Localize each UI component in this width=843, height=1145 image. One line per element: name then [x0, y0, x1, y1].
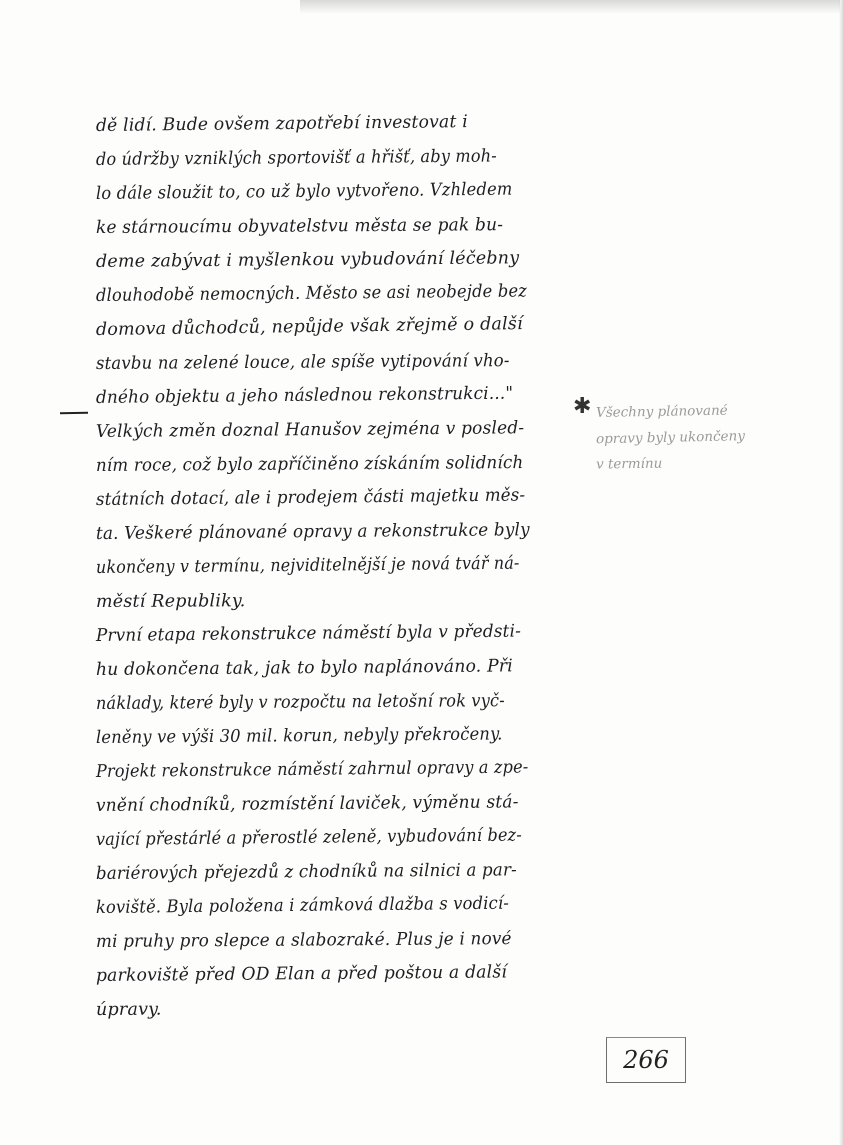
handwritten-line: hu dokončena tak, jak to bylo naplánováno. Při [95, 656, 513, 680]
handwritten-line: Projekt rekonstrukce náměstí zahrnul opravy a zpe- [95, 757, 529, 782]
scan-shadow-right [839, 0, 843, 1145]
handwritten-line: lo dále sloužit to, co už bylo vytvořeno. Vzhledem [95, 179, 513, 204]
handwritten-line: náklady, které byly v rozpočtu na letošní rok vyč- [95, 691, 505, 714]
handwritten-line: První etapa rekonstrukce náměstí byla v předsti- [95, 621, 522, 646]
margin-pencil-note [596, 398, 816, 476]
handwritten-line: Velkých změn doznal Hanušov zejména v posled- [95, 418, 525, 442]
handwritten-line: vající přestárlé a přerostlé zeleně, vybudování bez- [95, 825, 523, 850]
handwritten-line: dě lidí. Bude ovšem zapotřebí investovat i [95, 112, 468, 136]
page-number: 266 [623, 1046, 669, 1074]
margin-note-line: opravy byly ukončeny [595, 428, 746, 448]
asterisk-mark-icon: ✱ [573, 394, 592, 419]
handwritten-line: bariérových přejezdů z chodníků na silnici a par- [95, 860, 517, 884]
handwritten-line: mi pruhy pro slepce a slabozraké. Plus je i nové [95, 929, 512, 952]
handwritten-line: ke stárnoucímu obyvatelstvu města se pak bu- [95, 215, 504, 238]
handwritten-line: úpravy. [95, 999, 162, 1020]
margin-dash-mark [60, 412, 88, 414]
margin-note-line: Všechny plánované [595, 402, 728, 421]
handwritten-line: parkoviště před OD Elan a před poštou a další [95, 962, 508, 986]
handwritten-line: stavbu na zelené louce, ale spíše vytipování vho- [95, 351, 510, 374]
handwritten-line: městí Republiky. [95, 591, 246, 612]
handwritten-line: státních dotací, ale i prodejem části majetku měs- [95, 485, 526, 510]
handwritten-line: ukončeny v termínu, nejviditelnější je nová tvář ná- [95, 553, 520, 578]
handwritten-line: do údržby vzniklých sportovišť a hřišť, aby moh- [95, 146, 497, 170]
handwritten-line: domova důchodců, nepůjde však zřejmě o další [95, 314, 523, 340]
page-number-box [606, 1037, 686, 1083]
handwritten-line: ním roce, což bylo zapříčiněno získáním solidních [95, 453, 524, 476]
margin-note-line: v termínu [595, 455, 663, 473]
scan-shadow-top [300, 0, 840, 14]
handwritten-line: vnění chodníků, rozmístění laviček, výměnu stá- [95, 792, 519, 816]
handwritten-line: leněny ve výši 30 mil. korun, nebyly překročeny. [95, 724, 503, 748]
handwritten-line: dného objektu a jeho následnou rekonstrukci..." [95, 383, 514, 408]
handwritten-line: dlouhodobě nemocných. Město se asi neobejde bez [95, 281, 528, 306]
handwritten-line: koviště. Byla položena i zámková dlažba s vodicí- [95, 893, 510, 918]
handwritten-line: deme zabývat i myšlenkou vybudování léčebny [95, 248, 520, 272]
handwritten-line: ta. Veškeré plánované opravy a rekonstrukce byly [95, 520, 530, 544]
